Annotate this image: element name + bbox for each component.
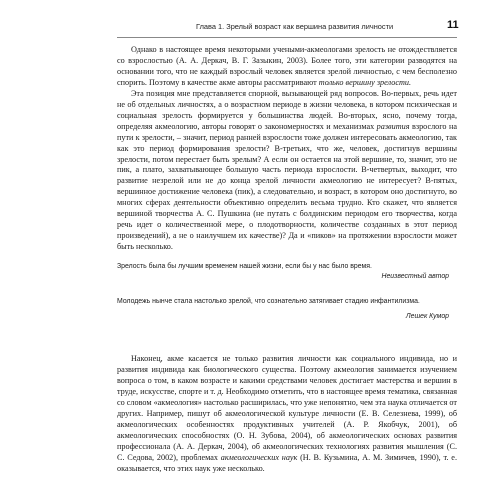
emphasis: только вершину зрелости.	[318, 77, 412, 87]
quote-text: Молодежь нынче стала настолько зрелой, что сознательно затягивает стадию инфантилизма.	[117, 298, 420, 305]
quote-author: Неизвестный автор	[381, 272, 449, 280]
body-text-top	[117, 45, 457, 253]
paragraph-1: Однако в настоящее время некоторыми учеными-акмеологами зрелость не отождествляется со взрослостью (А. А. Деркач, В. Г. Зазыкин, 2003). Более того, эти категории разводятся на основании того, что не каждый взрослый человек является зрелой личностью, с чем бесполезно спорить. Поэтому в качестве акме авторы рассматривают только вершину зрелости.	[117, 45, 457, 87]
running-header: Глава 1. Зрелый возраст как вершина развития личности	[196, 22, 394, 31]
emphasis: акмеологических наук	[220, 452, 298, 462]
quote-author: Лешек Кумор	[405, 312, 449, 320]
body-text-bottom	[117, 354, 457, 474]
header-rule	[117, 37, 457, 38]
epigraph-1	[117, 262, 457, 281]
paragraph-2: Эта позиция мне представляется спорной, вызывающей ряд вопросов. Во-первых, речь идет не об отдельных личностях, а о возрастном периоде в жизни человека, в котором психическая и социальная зрелость формируется у большинства людей. Во-вторых, ясно, почему тогда, определяя акмеологию, авторы говорят о закономерностях и механизмах развития взрослого на пути к зрелости, – значит, период ранней взрослости тоже должен интересовать акмеологию, так как это период формирования зрелости? В-третьих, что же, человек, достигнув вершины зрелости, потом перестает быть зрелым? А если он остается на этой вершине, то, значит, это не пик, а плато, захватывающее большую часть периода взрослости. В-четвертых, выходит, что развитие незрелой или не до конца зрелой личности акмеологию не интересует? В-пятых, вершинное достижение человека (пик), а следовательно, и возраст, в котором оно достигнуто, во многих сферах деятельности объективно определить весьма трудно. Кто скажет, что является вершиной творчества А. С. Пушкина (не путать с болдинским периодом его творчества, когда речь идет о количественной мере, о плодотворности, количестве созданных в этот период произведений), а не о наилучшем их качестве)? Да и «пиков» на протяжении взрослости может быть несколько.	[117, 88, 458, 252]
quote-text: Зрелость была бы лучшим временем нашей жизни, если бы у нас было время.	[117, 263, 372, 270]
paragraph-3: Наконец, акме касается не только развития личности как социального индивида, но и развития индивида как биологического существа. Поэтому акмеология занимается изучением вопроса о том, в каком возрасте и какими средствами человек достигает мастерства и вершин в труде, искусстве, спорте и т. д. Необходимо отметить, что в настоящее время тематика, связанная со словом «акмеология» настолько расширилась, что уже непонятно, чем эта наука отличается от других. Например, пишут об акмеологической культуре личности (Е. В. Селезнева, 1999), об акмеологических особенностях продуктивных учителей (А. Р. Якобчук, 2001), об акмеологических способностях (О. Н. Зубова, 2004), об акмеологических основах развития профессионала (А. А. Деркач, 2004), об акмеологических технологиях развития мышления (С. С. Седова, 2002), проблемах акмеологических наук (Н. В. Кузьмина, А. М. Зимичев, 1990), т. е. оказывается, что этих наук уже несколько.	[117, 354, 457, 473]
page-number: 11	[447, 19, 459, 31]
emphasis: развития	[376, 121, 410, 131]
epigraph-2	[117, 297, 457, 321]
